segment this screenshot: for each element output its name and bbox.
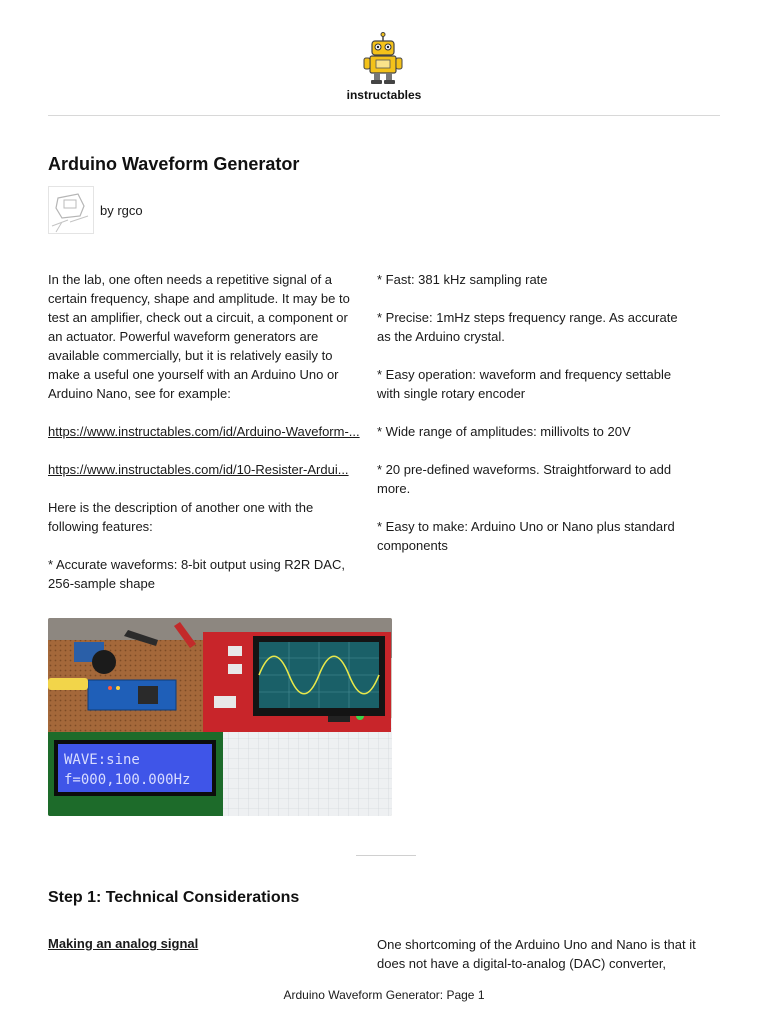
step-title: Step 1: Technical Considerations: [48, 889, 300, 906]
site-brand[interactable]: instructables: [346, 88, 422, 102]
feature-accurate: * Accurate waveforms: 8-bit output using R2R DAC, 256-sample shape: [48, 557, 345, 591]
link-resister[interactable]: https://www.instructables.com/id/10-Resister-Ardui...: [48, 462, 349, 477]
project-photo[interactable]: [48, 618, 392, 816]
description-paragraph: Here is the description of another one with the following features:: [48, 500, 314, 534]
page-footer: Arduino Waveform Generator: Page 1: [283, 988, 485, 1002]
author-avatar-sketch-icon: [48, 186, 94, 234]
feature-item: * 20 pre-defined waveforms. Straightforward to add more.: [377, 462, 672, 496]
site-logo[interactable]: [0, 32, 768, 91]
section-separator: [356, 855, 416, 856]
step-text: One shortcoming of the Arduino Uno and Nano is that it does not have a digital-to-analog (DAC) converter,: [377, 937, 696, 971]
lcd-line-2: f=000,100.000Hz: [64, 772, 191, 788]
link-waveform[interactable]: https://www.instructables.com/id/Arduino-Waveform-...: [48, 424, 360, 439]
author-name[interactable]: by rgco: [100, 203, 143, 218]
project-photo-illustration: [48, 618, 392, 816]
feature-item: * Precise: 1mHz steps frequency range. As accurate as the Arduino crystal.: [377, 310, 678, 344]
author-avatar[interactable]: [48, 186, 94, 234]
page-title: Arduino Waveform Generator: [48, 154, 300, 174]
left-column: [48, 270, 364, 612]
intro-paragraph: In the lab, one often needs a repetitive signal of a certain frequency, shape and amplitude. It may be to test an amplifier, check out a circuit, a component or an actuator. Powerful waveform generators are available commercially, but it is relatively easily to make a useful one yourself with an Arduino Uno or Arduino Nano, see for example:: [48, 272, 350, 401]
feature-item: * Easy to make: Arduino Uno or Nano plus standard components: [377, 519, 675, 553]
feature-item: * Fast: 381 kHz sampling rate: [377, 272, 548, 287]
instructables-robot-icon: [362, 32, 406, 86]
feature-item: * Wide range of amplitudes: millivolts to 20V: [377, 424, 631, 439]
lcd-line-1: WAVE:sine: [64, 752, 140, 768]
step-subheading: Making an analog signal: [48, 936, 199, 951]
feature-item: * Easy operation: waveform and frequency settable with single rotary encoder: [377, 367, 672, 401]
right-column: [377, 270, 693, 574]
header-divider: [48, 115, 720, 116]
